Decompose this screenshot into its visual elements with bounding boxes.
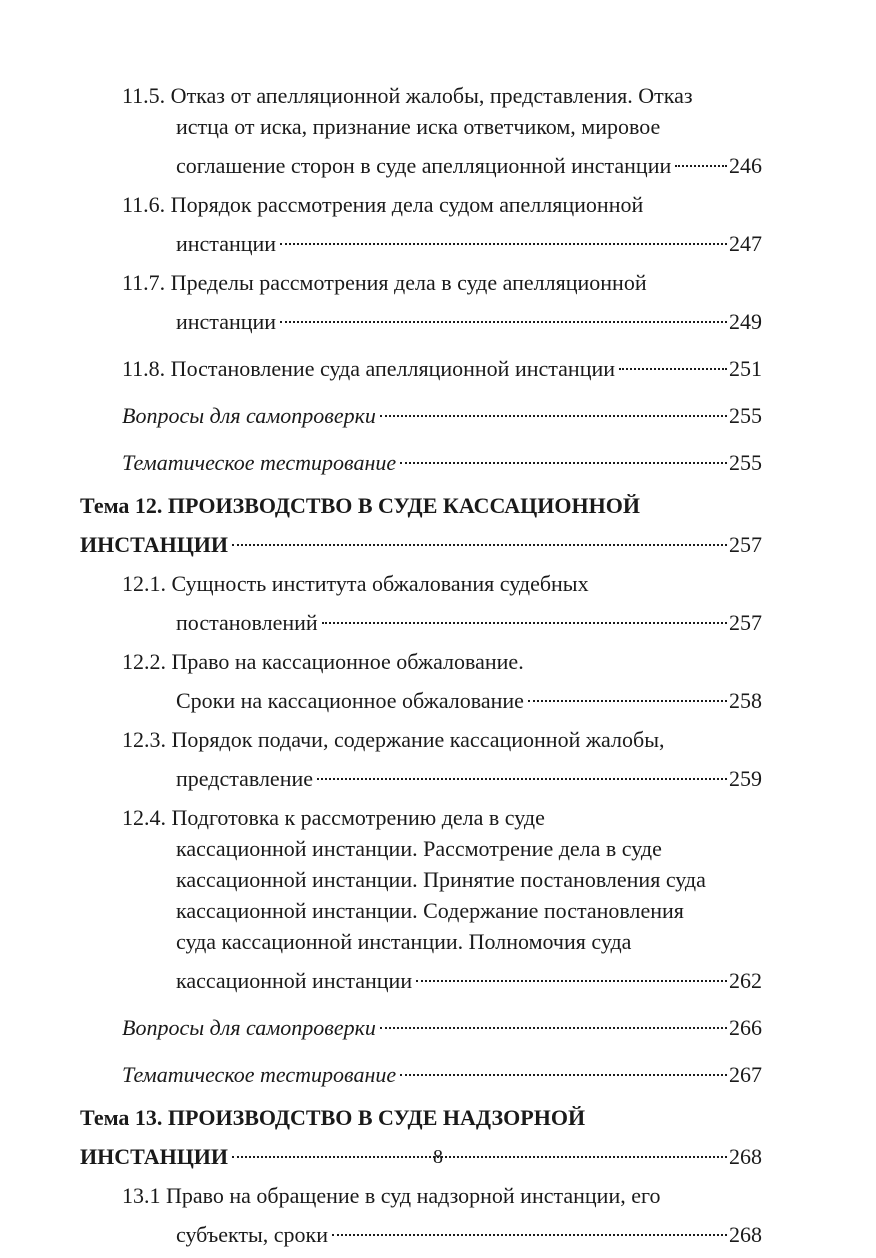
toc-page-number: 255	[729, 403, 762, 428]
toc-entry-11-8	[122, 345, 762, 384]
toc-entry-text: соглашение сторон в суде апелляционной инстанции	[176, 153, 672, 178]
toc-entry-text: 13.1 Право на обращение в суд надзорной инстанции, его	[122, 1183, 661, 1208]
toc-entry-testing-11	[122, 439, 762, 478]
toc-page-number: 257	[729, 532, 762, 557]
toc-entry-text: постановлений	[176, 610, 318, 635]
toc-page-number: 257	[729, 610, 762, 635]
toc-topic-title: ИНСТАНЦИИ	[80, 532, 229, 557]
toc-entry-last-line	[122, 142, 762, 181]
toc-entry-last-line	[122, 345, 762, 384]
toc-entry-11-5	[122, 80, 762, 181]
dot-leader	[380, 1004, 727, 1035]
toc-entry-last-line	[122, 298, 762, 337]
toc-entry-last-line	[122, 392, 762, 431]
toc-entry-questions-12	[122, 1004, 762, 1043]
toc-entry-text: 12.2. Право на кассационное обжалование.	[122, 649, 524, 674]
toc-entry-text: инстанции	[176, 309, 277, 334]
toc-entry-12-4	[122, 802, 762, 996]
dot-leader	[317, 755, 727, 786]
toc-page-number: 268	[729, 1222, 762, 1247]
toc-entry-12-3	[122, 724, 762, 794]
toc-entry-text: Тематическое тестирование	[122, 450, 397, 475]
toc-entry-questions-11	[122, 392, 762, 431]
page-number: 8	[433, 1146, 443, 1168]
toc-page-number: 255	[729, 450, 762, 475]
toc-entry-last-line	[122, 1004, 762, 1043]
toc-entry-text: субъекты, сроки	[176, 1222, 328, 1247]
toc-entry-text: 12.3. Порядок подачи, содержание кассационной жалобы,	[122, 727, 665, 752]
toc-entry-last-line	[122, 439, 762, 478]
toc-entry-text: Тематическое тестирование	[122, 1062, 397, 1087]
toc-entry-text: 11.8. Постановление суда апелляционной инстанции	[122, 356, 616, 381]
toc-entry-text: суда кассационной инстанции. Полномочия суда	[176, 929, 632, 954]
toc-entry-text: инстанции	[176, 231, 277, 256]
toc-entry-text: 12.1. Сущность института обжалования судебных	[122, 571, 589, 596]
dot-leader	[675, 142, 727, 173]
toc-topic-title: Тема 12. ПРОИЗВОДСТВО В СУДЕ КАССАЦИОННОЙ	[80, 493, 640, 518]
dot-leader	[232, 521, 727, 552]
table-of-contents	[80, 80, 762, 1258]
dot-leader	[400, 1051, 727, 1082]
toc-entry-12-2	[122, 646, 762, 716]
toc-entry-12-1	[122, 568, 762, 638]
toc-entry-text: Вопросы для самопроверки	[122, 1015, 376, 1040]
toc-page-number: 246	[729, 153, 762, 178]
toc-entry-text: Сроки на кассационное обжалование	[176, 688, 524, 713]
toc-entry-text: 11.6. Порядок рассмотрения дела судом апелляционной	[122, 192, 644, 217]
dot-leader	[322, 599, 727, 630]
toc-entry-testing-12	[122, 1051, 762, 1090]
toc-topic-title: ИНСТАНЦИИ	[80, 1144, 229, 1169]
toc-entry-text: представление	[176, 766, 314, 791]
toc-entry-text: кассационной инстанции. Содержание постановления	[176, 898, 684, 923]
dot-leader	[332, 1211, 727, 1242]
dot-leader	[528, 677, 727, 708]
toc-entry-last-line	[122, 220, 762, 259]
dot-leader	[619, 345, 727, 376]
toc-page-number: 259	[729, 766, 762, 791]
toc-entry-last-line	[122, 1051, 762, 1090]
toc-entry-last-line	[80, 521, 762, 560]
toc-topic-12	[80, 490, 762, 560]
toc-entry-text: 11.7. Пределы рассмотрения дела в суде апелляционной	[122, 270, 647, 295]
toc-entry-last-line	[122, 677, 762, 716]
toc-entry-11-6	[122, 189, 762, 259]
toc-entry-text: 11.5. Отказ от апелляционной жалобы, представления. Отказ	[122, 83, 693, 108]
dot-leader	[416, 957, 727, 988]
toc-topic-title: Тема 13. ПРОИЗВОДСТВО В СУДЕ НАДЗОРНОЙ	[80, 1105, 586, 1130]
toc-entry-last-line	[122, 755, 762, 794]
toc-page-number: 267	[729, 1062, 762, 1087]
toc-entry-text: кассационной инстанции. Принятие постановления суда	[176, 867, 706, 892]
toc-entry-last-line	[122, 599, 762, 638]
toc-entry-last-line	[122, 957, 762, 996]
dot-leader	[280, 298, 727, 329]
dot-leader	[400, 439, 727, 470]
toc-page-number: 249	[729, 309, 762, 334]
toc-entry-text: 12.4. Подготовка к рассмотрению дела в суде	[122, 805, 545, 830]
toc-entry-text: Вопросы для самопроверки	[122, 403, 376, 428]
toc-entry-text: кассационной инстанции	[176, 968, 413, 993]
toc-page-number: 251	[729, 356, 762, 381]
toc-page-number: 266	[729, 1015, 762, 1040]
toc-page-number: 268	[729, 1144, 762, 1169]
toc-page-number: 247	[729, 231, 762, 256]
toc-page-number: 258	[729, 688, 762, 713]
toc-entry-11-7	[122, 267, 762, 337]
dot-leader	[380, 392, 727, 423]
toc-entry-last-line	[122, 1211, 762, 1250]
toc-page-number: 262	[729, 968, 762, 993]
toc-entry-text: кассационной инстанции. Рассмотрение дела в суде	[176, 836, 662, 861]
toc-entry-text: истца от иска, признание иска ответчиком, мировое	[176, 114, 661, 139]
dot-leader	[280, 220, 727, 251]
